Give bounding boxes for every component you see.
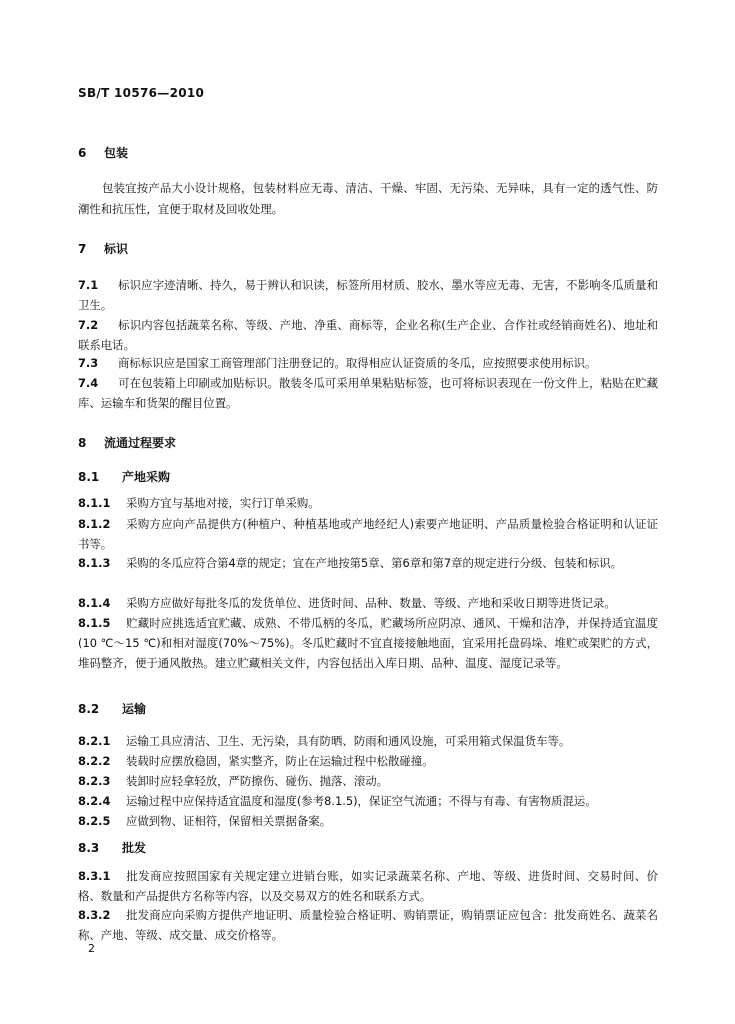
clause-number: 8.1.3 xyxy=(78,556,111,570)
section-7-heading xyxy=(78,240,128,257)
clause-text: 贮藏时应挑选适宜贮藏、成熟、不带瓜柄的冬瓜，贮藏场所应阴凉、通风、干燥和洁净，并保持适宜温度(10 ℃～15 ℃)和相对湿度(70%～75%)。冬瓜贮藏时不宜直接接触地面，宜采用托盘码垛、堆贮或架贮的方式，堆码整齐，便于通风散热。建立贮藏相关文件，内容包括出入库日期、品种、温度、湿度记录等。 xyxy=(78,616,658,670)
clause-8-1-3 xyxy=(78,553,658,573)
clause-number: 8.2.1 xyxy=(78,734,111,748)
clause-8-2-1 xyxy=(78,731,658,751)
subsection-number: 8.3 xyxy=(78,841,100,855)
subsection-title: 运输 xyxy=(122,702,147,716)
clause-number: 8.3.2 xyxy=(78,908,111,922)
standard-code: SB/T 10576—2010 xyxy=(78,86,205,100)
clause-8-1-5 xyxy=(78,613,658,673)
clause-number: 8.2.5 xyxy=(78,814,111,828)
clause-number: 8.1.1 xyxy=(78,496,111,510)
clause-8-1-4 xyxy=(78,593,658,613)
clause-text: 批发商应向采购方提供产地证明、质量检验合格证明、购销票证，购销票证应包含：批发商姓名、蔬菜名称、产地、等级、成交量、成交价格等。 xyxy=(78,908,658,942)
subsection-8-1-heading xyxy=(78,468,170,485)
section-title: 标识 xyxy=(104,242,129,256)
clause-8-2-2 xyxy=(78,751,658,771)
subsection-8-2-heading xyxy=(78,700,146,717)
page-number: 2 xyxy=(88,942,95,955)
clause-7-1 xyxy=(78,275,658,315)
clause-number: 8.1.2 xyxy=(78,517,111,531)
section-number: 7 xyxy=(78,242,87,256)
subsection-title: 产地采购 xyxy=(122,470,171,484)
clause-number: 7.4 xyxy=(78,376,99,390)
clause-text: 采购方应向产品提供方(种植户、种植基地或产地经纪人)索要产地证明、产品质量检验合格证明和认证证书等。 xyxy=(78,517,658,551)
clause-8-3-2 xyxy=(78,905,658,945)
section-number: 8 xyxy=(78,436,87,450)
subsection-title: 批发 xyxy=(122,841,147,855)
clause-text: 运输过程中应保持适宜温度和湿度(参考8.1.5)，保证空气流通；不得与有毒、有害物质混运。 xyxy=(126,794,597,808)
subsection-number: 8.2 xyxy=(78,702,100,716)
section-6-text: 包装宜按产品大小设计规格，包装材料应无毒、清洁、干燥、牢固、无污染、无异味，具有一定的透气性、防潮性和抗压性，宜便于取材及回收处理。 xyxy=(78,181,658,216)
clause-text: 装卸时应轻拿轻放，严防擦伤、碰伤、抛落、滚动。 xyxy=(126,774,388,788)
clause-text: 标识内容包括蔬菜名称、等级、产地、净重、商标等，企业名称(生产企业、合作社或经销商姓名)、地址和联系电话。 xyxy=(78,318,658,352)
clause-8-1-2 xyxy=(78,514,658,554)
clause-8-1-1 xyxy=(78,493,658,513)
clause-text: 采购方应做好每批冬瓜的发货单位、进货时间、品种、数量、等级、产地和采收日期等进货记录。 xyxy=(126,596,616,610)
section-title: 流通过程要求 xyxy=(104,436,177,450)
subsection-8-3-heading xyxy=(78,839,146,856)
clause-number: 8.1.4 xyxy=(78,596,111,610)
clause-7-2 xyxy=(78,315,658,355)
clause-text: 批发商应按照国家有关规定建立进销台账，如实记录蔬菜名称、产地、等级、进货时间、交易时间、价格、数量和产品提供方名称等内容，以及交易双方的姓名和联系方式。 xyxy=(78,869,658,903)
clause-8-2-3 xyxy=(78,771,658,791)
section-6-heading xyxy=(78,144,128,161)
clause-number: 8.3.1 xyxy=(78,869,111,883)
clause-7-3 xyxy=(78,353,658,373)
clause-text: 应做到物、证相符，保留相关票据备案。 xyxy=(126,814,332,828)
clause-number: 7.3 xyxy=(78,356,99,370)
clause-text: 商标标识应是国家工商管理部门注册登记的。取得相应认证资质的冬瓜，应按照要求使用标识。 xyxy=(118,356,597,370)
clause-number: 7.2 xyxy=(78,318,99,332)
clause-number: 8.2.2 xyxy=(78,754,111,768)
clause-text: 可在包装箱上印刷或加贴标识。散装冬瓜可采用单果粘贴标签，也可将标识表现在一份文件上，粘贴在贮藏库、运输车和货架的醒目位置。 xyxy=(78,376,658,410)
clause-text: 标识应字迹清晰、持久，易于辨认和识读，标签所用材质、胶水、墨水等应无毒、无害，不影响冬瓜质量和卫生。 xyxy=(78,278,658,312)
clause-number: 8.2.4 xyxy=(78,794,111,808)
subsection-number: 8.1 xyxy=(78,470,100,484)
clause-number: 7.1 xyxy=(78,278,99,292)
clause-8-2-4 xyxy=(78,791,658,811)
clause-text: 装载时应摆放稳固，紧实整齐，防止在运输过程中松散碰撞。 xyxy=(126,754,434,768)
clause-text: 采购的冬瓜应符合第4章的规定；宜在产地按第5章、第6章和第7章的规定进行分级、包装和标识。 xyxy=(126,556,623,570)
clause-8-3-1 xyxy=(78,866,658,906)
clause-text: 运输工具应清洁、卫生、无污染，具有防晒、防雨和通风设施，可采用箱式保温货车等。 xyxy=(126,734,571,748)
clause-number: 8.1.5 xyxy=(78,616,111,630)
clause-7-4 xyxy=(78,373,658,413)
clause-8-2-5 xyxy=(78,811,658,831)
section-title: 包装 xyxy=(104,146,129,160)
clause-text: 采购方宜与基地对接，实行订单采购。 xyxy=(126,496,320,510)
section-number: 6 xyxy=(78,146,87,160)
clause-number: 8.2.3 xyxy=(78,774,111,788)
section-8-heading xyxy=(78,434,176,451)
